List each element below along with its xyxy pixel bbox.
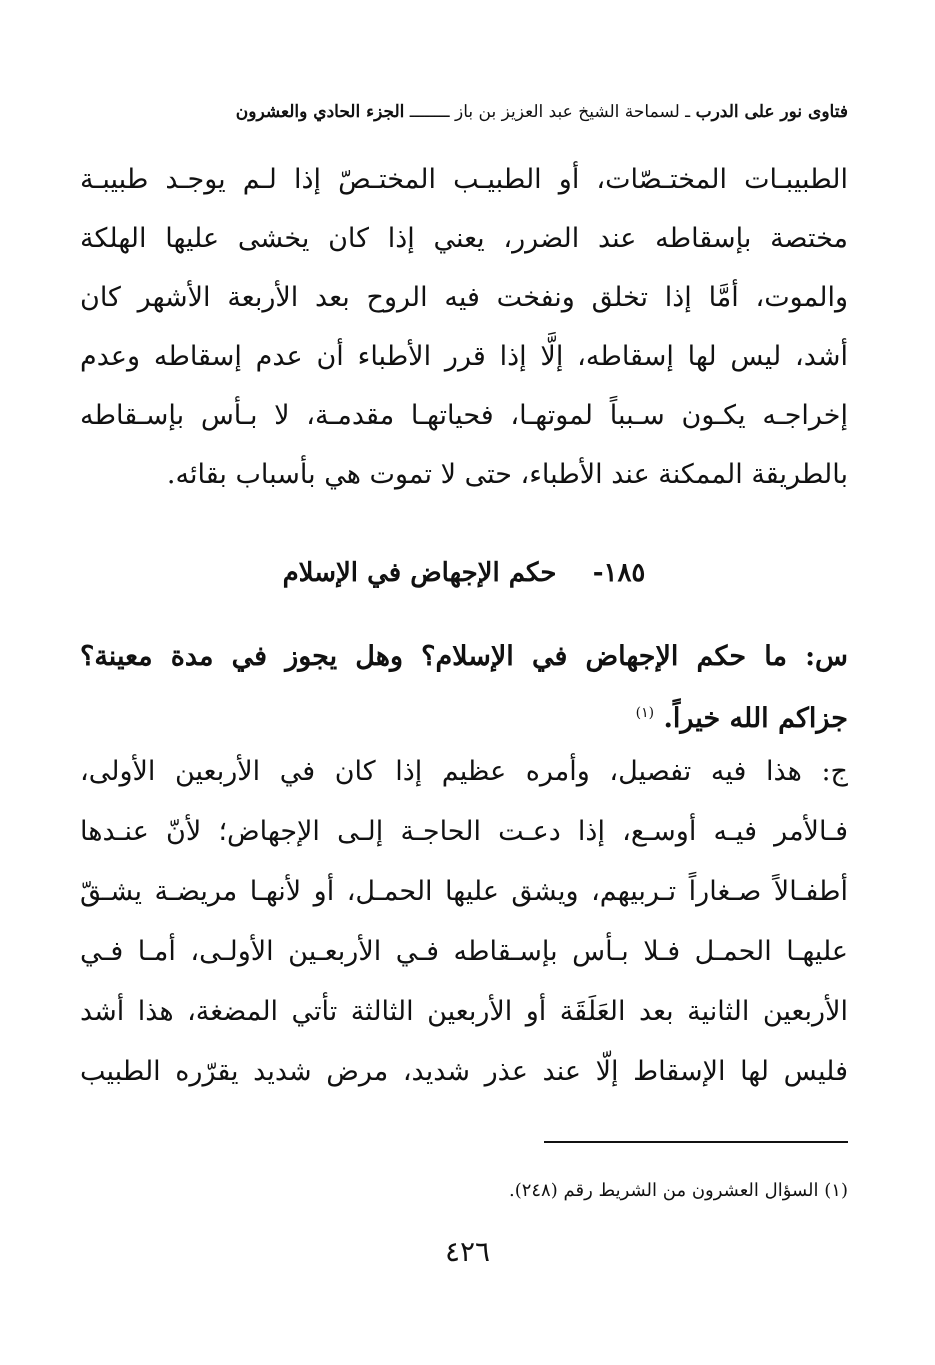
section-heading bbox=[80, 548, 848, 598]
footnote: (١) السؤال العشرون من الشريط رقم (٢٤٨). bbox=[508, 1180, 848, 1201]
header-separator: ــــــــ bbox=[409, 102, 450, 122]
answer-line: عليهـا الحمـل فـلا بـأس بإسـقاطه فـي الأربعـين الأولـى، أمـا فـي bbox=[80, 936, 848, 967]
section-title: حكم الإجهاض في الإسلام bbox=[282, 558, 557, 588]
paragraph-line: إخراجـه يكـون سـبباً لموتهـا، فحياتهـا مقدمـة، لا بـأس بإسـقاطه bbox=[80, 400, 848, 431]
footnote-divider bbox=[544, 1141, 848, 1143]
answer-paragraph bbox=[80, 742, 848, 1102]
question-line: س: ما حكم الإجهاض في الإسلام؟ وهل يجوز في مدة معينة؟ bbox=[80, 641, 848, 672]
paragraph-line: أشد، ليس لها إسقاطه، إلَّا إذا قرر الأطباء أن عدم إسقاطه وعدم bbox=[80, 341, 848, 372]
answer-line: فليس لها الإسقاط إلّا عند عذر شديد، مرض شديد يقرّره الطبيب bbox=[80, 1056, 848, 1087]
paragraph-line: بالطريقة الممكنة عند الأطباء، حتى لا تموت هي بأسباب بقائه. bbox=[166, 459, 848, 490]
page-number: ٤٢٦ bbox=[444, 1235, 491, 1268]
continued-paragraph bbox=[80, 150, 848, 504]
paragraph-line: الطبيبـات المختـصّات، أو الطبيـب المختـصّ إذا لـم يوجـد طبيبـة bbox=[80, 164, 848, 195]
section-number: ١٨٥- bbox=[592, 558, 646, 588]
header-volume: الجزء الحادي والعشرون bbox=[235, 102, 405, 122]
question-block bbox=[80, 628, 848, 742]
header-author: ـ لسماحة الشيخ عبد العزيز بن باز bbox=[455, 102, 691, 122]
answer-line: الأربعين الثانية بعد العَلَقَة أو الأربعين الثالثة تأتي المضغة، هذا أشد bbox=[80, 996, 848, 1027]
answer-line: أطفـالاً صـغاراً تـربيهم، ويشق عليها الحمـل، أو لأنهـا مريضـة يشـقّ bbox=[80, 876, 848, 907]
question-line bbox=[80, 685, 848, 742]
running-header bbox=[85, 97, 848, 127]
paragraph-line: مختصة بإسقاطه عند الضرر، يعني إذا كان يخشى عليها الهلكة bbox=[80, 223, 848, 254]
answer-line: فـالأمر فيـه أوسـع، إذا دعـت الحاجـة إلـى الإجهاض؛ لأنّ عنـدها bbox=[80, 816, 848, 847]
paragraph-line: والموت، أمَّا إذا تخلق ونفخت فيه الروح بعد الأربعة الأشهر كان bbox=[80, 282, 848, 313]
question-text: جزاكم الله خيراً. bbox=[663, 703, 848, 734]
answer-line: ج: هذا فيه تفصيل، وأمره عظيم إذا كان في الأربعين الأولى، bbox=[80, 756, 848, 787]
header-series-title: فتاوى نور على الدرب bbox=[695, 102, 848, 122]
footnote-reference: (١) bbox=[635, 705, 655, 721]
